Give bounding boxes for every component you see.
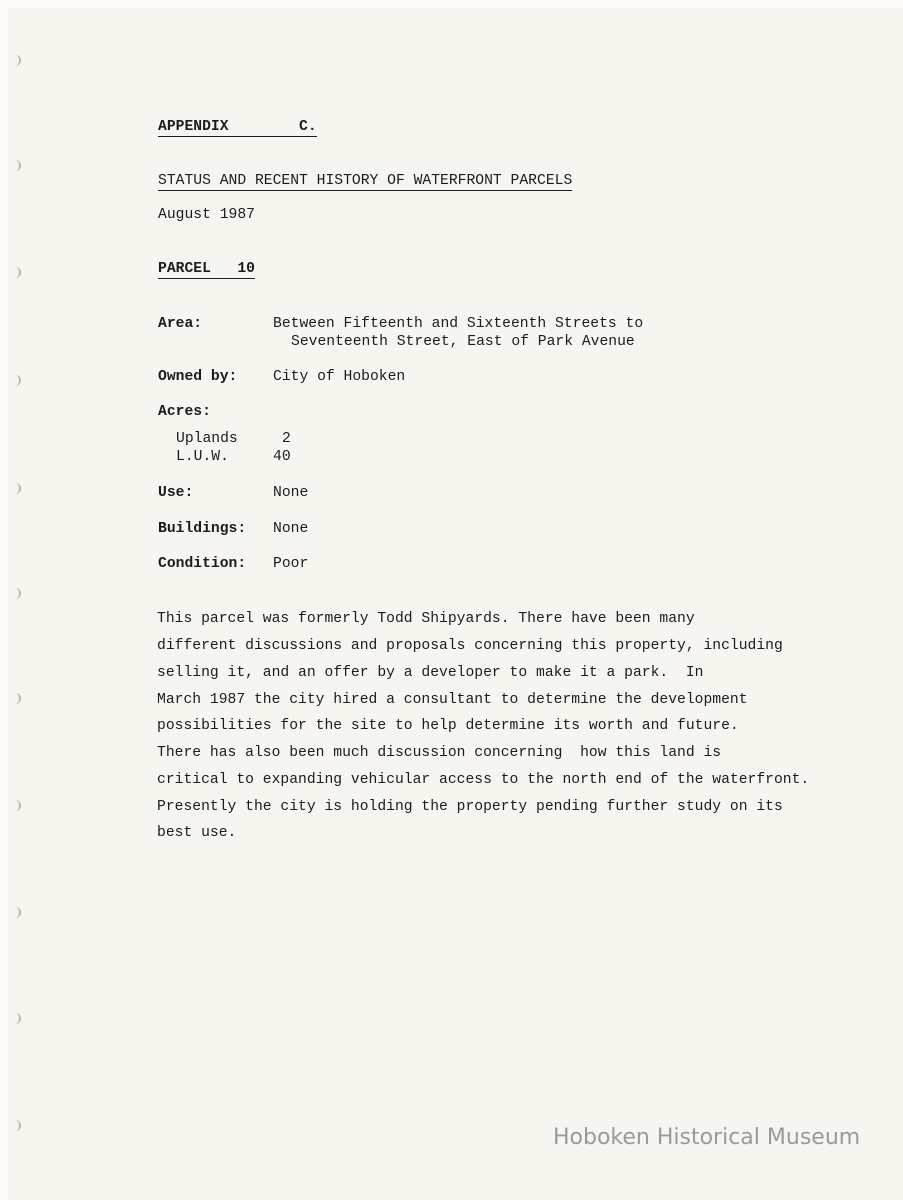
punch-hole-icon [10,693,21,704]
condition-label: Condition: [158,556,247,572]
body-line: possibilities for the site to help determine its worth and future. [157,718,739,734]
body-line: This parcel was formerly Todd Shipyards. There have been many [157,611,695,627]
museum-watermark: Hoboken Historical Museum [553,1125,861,1150]
use-value: None [273,485,309,501]
document-title: STATUS AND RECENT HISTORY OF WATERFRONT PARCELS [158,173,573,189]
acres-label: Acres: [158,404,211,420]
punch-hole-icon [10,267,21,278]
punch-hole-icon [10,483,21,494]
buildings-label: Buildings: [158,521,247,537]
body-line: There has also been much discussion concerning how this land is [157,745,722,761]
punch-hole-icon [10,160,21,171]
luw-label: L.U.W. [176,449,229,465]
body-line: Presently the city is holding the property pending further study on its [157,799,783,815]
uplands-value: 2 [282,431,291,447]
punch-hole-icon [10,375,21,386]
punch-hole-icon [10,800,21,811]
punch-hole-icon [10,907,21,918]
punch-hole-icon [10,1013,21,1024]
parcel-heading: PARCEL 10 [158,261,255,277]
body-line: critical to expanding vehicular access to the north end of the waterfront. [157,772,810,788]
appendix-heading: APPENDIX C. [158,119,317,135]
page-edge [0,0,8,1200]
punch-hole-icon [10,1120,21,1131]
area-value-line-1: Between Fifteenth and Sixteenth Streets to [273,316,644,332]
body-line: March 1987 the city hired a consultant to determine the development [157,692,748,708]
page-top-edge [0,0,903,8]
uplands-label: Uplands [176,431,238,447]
area-value-line-2: Seventeenth Street, East of Park Avenue [291,334,635,350]
body-line: best use. [157,825,237,841]
area-label: Area: [158,316,203,332]
document-date: August 1987 [158,207,255,223]
buildings-value: None [273,521,309,537]
body-line: different discussions and proposals concerning this property, including [157,638,783,654]
condition-value: Poor [273,556,309,572]
owned-value: City of Hoboken [273,369,406,385]
owned-label: Owned by: [158,369,238,385]
punch-hole-icon [10,55,21,66]
body-line: selling it, and an offer by a developer to make it a park. In [157,665,704,681]
punch-hole-icon [10,588,21,599]
luw-value: 40 [273,449,291,465]
use-label: Use: [158,485,194,501]
